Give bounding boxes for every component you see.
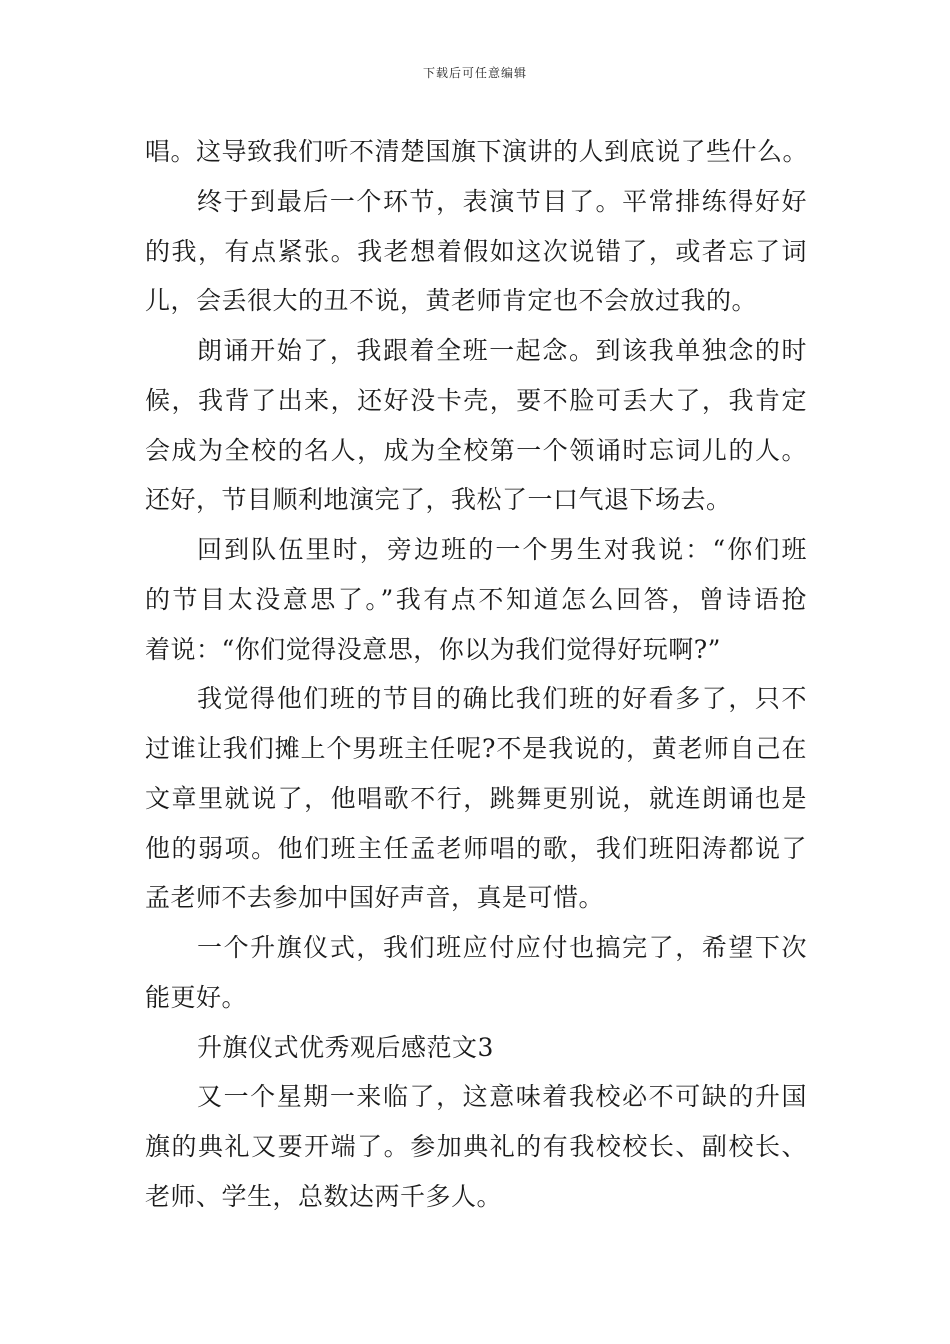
- text-line: 又一个星期一来临了，这意味着我校必不可缺的升国: [197, 1082, 807, 1112]
- text-line: 的我，有点紧张。我老想着假如这次说错了，或者忘了词: [145, 236, 807, 266]
- text-line: 朗诵开始了，我跟着全班一起念。到该我单独念的时: [197, 336, 807, 365]
- text-line: 的节目太没意思了。”我有点不知道怎么回答，曾诗语抢: [145, 584, 807, 614]
- text-line: 升旗仪式优秀观后感范文3: [197, 1032, 494, 1062]
- text-line: 回到队伍里时，旁边班的一个男生对我说：“你们班: [197, 535, 807, 564]
- text-line: 候，我背了出来，还好没卡壳，要不脸可丢大了，我肯定: [145, 385, 807, 415]
- text-line: 他的弱项。他们班主任孟老师唱的歌，我们班阳涛都说了: [145, 833, 807, 863]
- text-line: 孟老师不去参加中国好声音，真是可惜。: [145, 883, 605, 913]
- text-line: 儿，会丢很大的丑不说，黄老师肯定也不会放过我的。: [145, 286, 758, 316]
- text-line: 着说：“你们觉得没意思，你以为我们觉得好玩啊?”: [145, 634, 721, 664]
- text-line: 会成为全校的名人，成为全校第一个领诵时忘词儿的人。: [145, 435, 807, 465]
- body-text: [145, 127, 807, 1222]
- text-line: 一个升旗仪式，我们班应付应付也搞完了，希望下次: [197, 933, 807, 962]
- text-line: 能更好。: [145, 982, 248, 1012]
- text-line: 终于到最后一个环节，表演节目了。平常排练得好好: [197, 186, 807, 216]
- text-line: 唱。这导致我们听不清楚国旗下演讲的人到底说了些什么。: [145, 137, 809, 166]
- page-header: 下载后可任意编辑: [422, 66, 527, 80]
- text-line: 旗的典礼又要开端了。参加典礼的有我校校长、副校长、: [145, 1132, 807, 1161]
- text-line: 文章里就说了，他唱歌不行，跳舞更别说，就连朗诵也是: [145, 783, 807, 813]
- text-line: 老师、学生，总数达两千多人。: [145, 1181, 503, 1211]
- text-line: 还好，节目顺利地演完了，我松了一口气退下场去。: [145, 485, 732, 515]
- text-line: 过谁让我们摊上个男班主任呢?不是我说的，黄老师自己在: [145, 734, 807, 763]
- text-line: 我觉得他们班的节目的确比我们班的好看多了，只不: [197, 684, 807, 714]
